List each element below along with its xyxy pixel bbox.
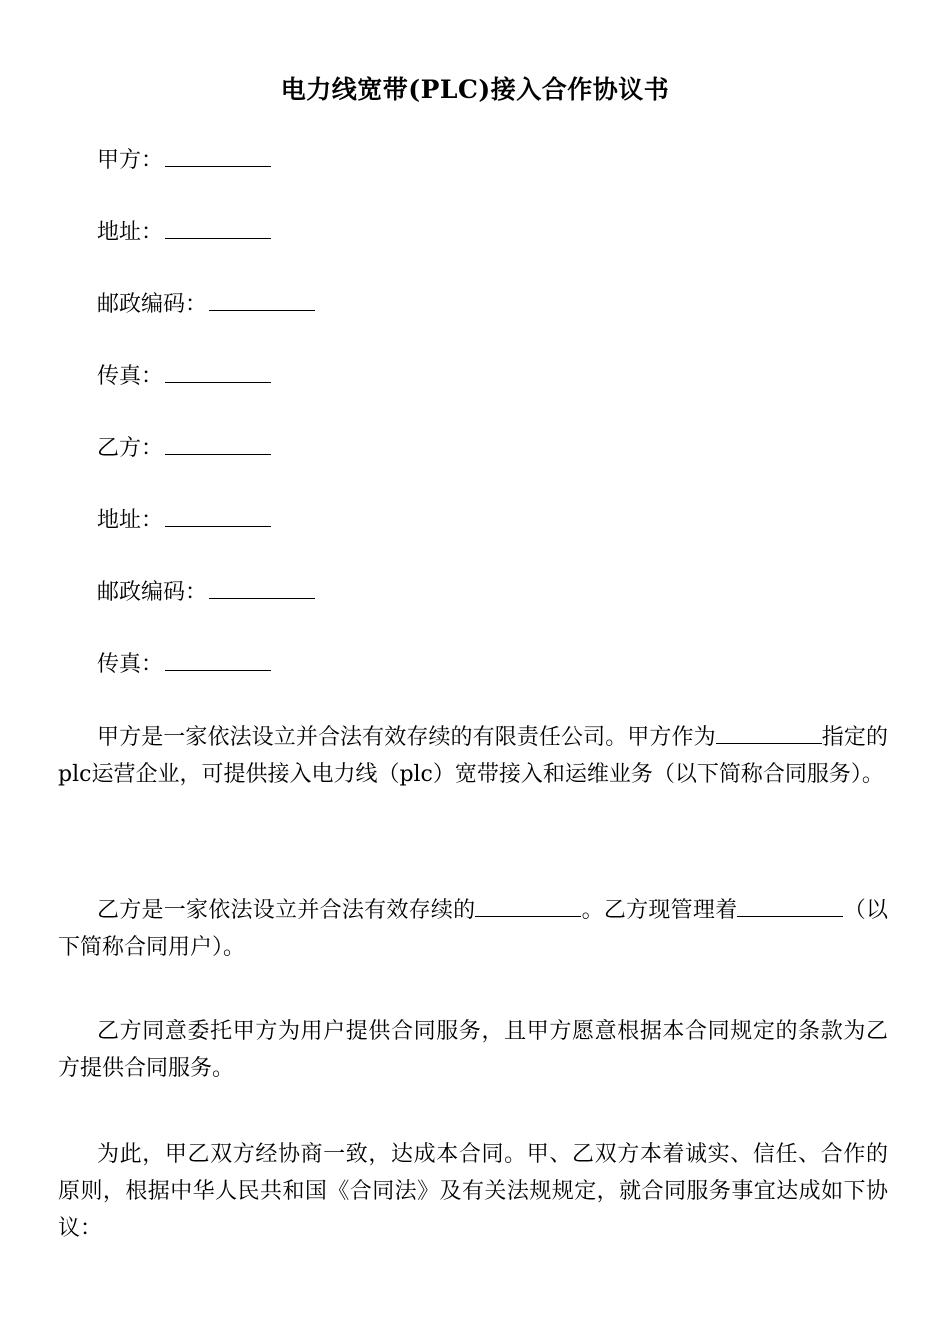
paragraph-text: 指定的plc运营企业，可提供接入电力线（plc）宽带接入和运维业务（以下简称合同服务）。 bbox=[58, 725, 888, 787]
field-label: 邮政编码： bbox=[97, 580, 208, 605]
party-b-address-field bbox=[97, 506, 271, 536]
field-label: 地址： bbox=[97, 220, 164, 245]
paragraph-text: 甲方是一家依法设立并合法有效存续的有限责任公司。甲方作为 bbox=[97, 725, 716, 750]
field-label: 传真： bbox=[97, 652, 164, 677]
fill-in-blank bbox=[209, 290, 315, 311]
paragraph-text: 乙方同意委托甲方为用户提供合同服务，且甲方愿意根据本合同规定的条款为乙方提供合同服务。 bbox=[58, 1019, 888, 1081]
fill-in-blank bbox=[209, 578, 315, 599]
document-title: 电力线宽带(PLC)接入合作协议书 bbox=[280, 75, 670, 104]
paragraph-text: 。乙方现管理着 bbox=[581, 898, 738, 923]
party-a-address-field bbox=[97, 218, 271, 248]
party-a-field bbox=[97, 146, 271, 176]
fill-in-blank bbox=[165, 506, 271, 527]
paragraph-agreement bbox=[58, 1136, 888, 1247]
fill-in-blank bbox=[165, 146, 271, 167]
fill-in-blank bbox=[165, 218, 271, 239]
party-b-field bbox=[97, 434, 271, 464]
paragraph-text: 乙方是一家依法设立并合法有效存续的 bbox=[97, 898, 476, 923]
paragraph-text: （以下简称合同用户）。 bbox=[58, 898, 888, 960]
field-label: 邮政编码： bbox=[97, 292, 208, 317]
party-b-fax-field bbox=[97, 650, 271, 680]
paragraph-party-b-intro bbox=[58, 892, 888, 966]
party-b-postcode-field bbox=[97, 578, 315, 608]
party-a-fax-field bbox=[97, 362, 271, 392]
paragraph-entrustment bbox=[58, 1013, 888, 1087]
fill-in-blank bbox=[737, 896, 843, 917]
fill-in-blank bbox=[475, 896, 581, 917]
paragraph-text: 为此，甲乙双方经协商一致，达成本合同。甲、乙双方本着诚实、信任、合作的原则，根据中华人民共和国《合同法》及有关法规规定，就合同服务事宜达成如下协议： bbox=[58, 1142, 888, 1241]
field-label: 传真： bbox=[97, 364, 164, 389]
field-label: 甲方： bbox=[97, 148, 164, 173]
paragraph-party-a-intro bbox=[58, 719, 888, 793]
fill-in-blank bbox=[165, 362, 271, 383]
field-label: 乙方： bbox=[97, 436, 164, 461]
party-a-postcode-field bbox=[97, 290, 315, 320]
field-label: 地址： bbox=[97, 508, 164, 533]
fill-in-blank bbox=[165, 434, 271, 455]
fill-in-blank bbox=[716, 723, 822, 744]
fill-in-blank bbox=[165, 650, 271, 671]
